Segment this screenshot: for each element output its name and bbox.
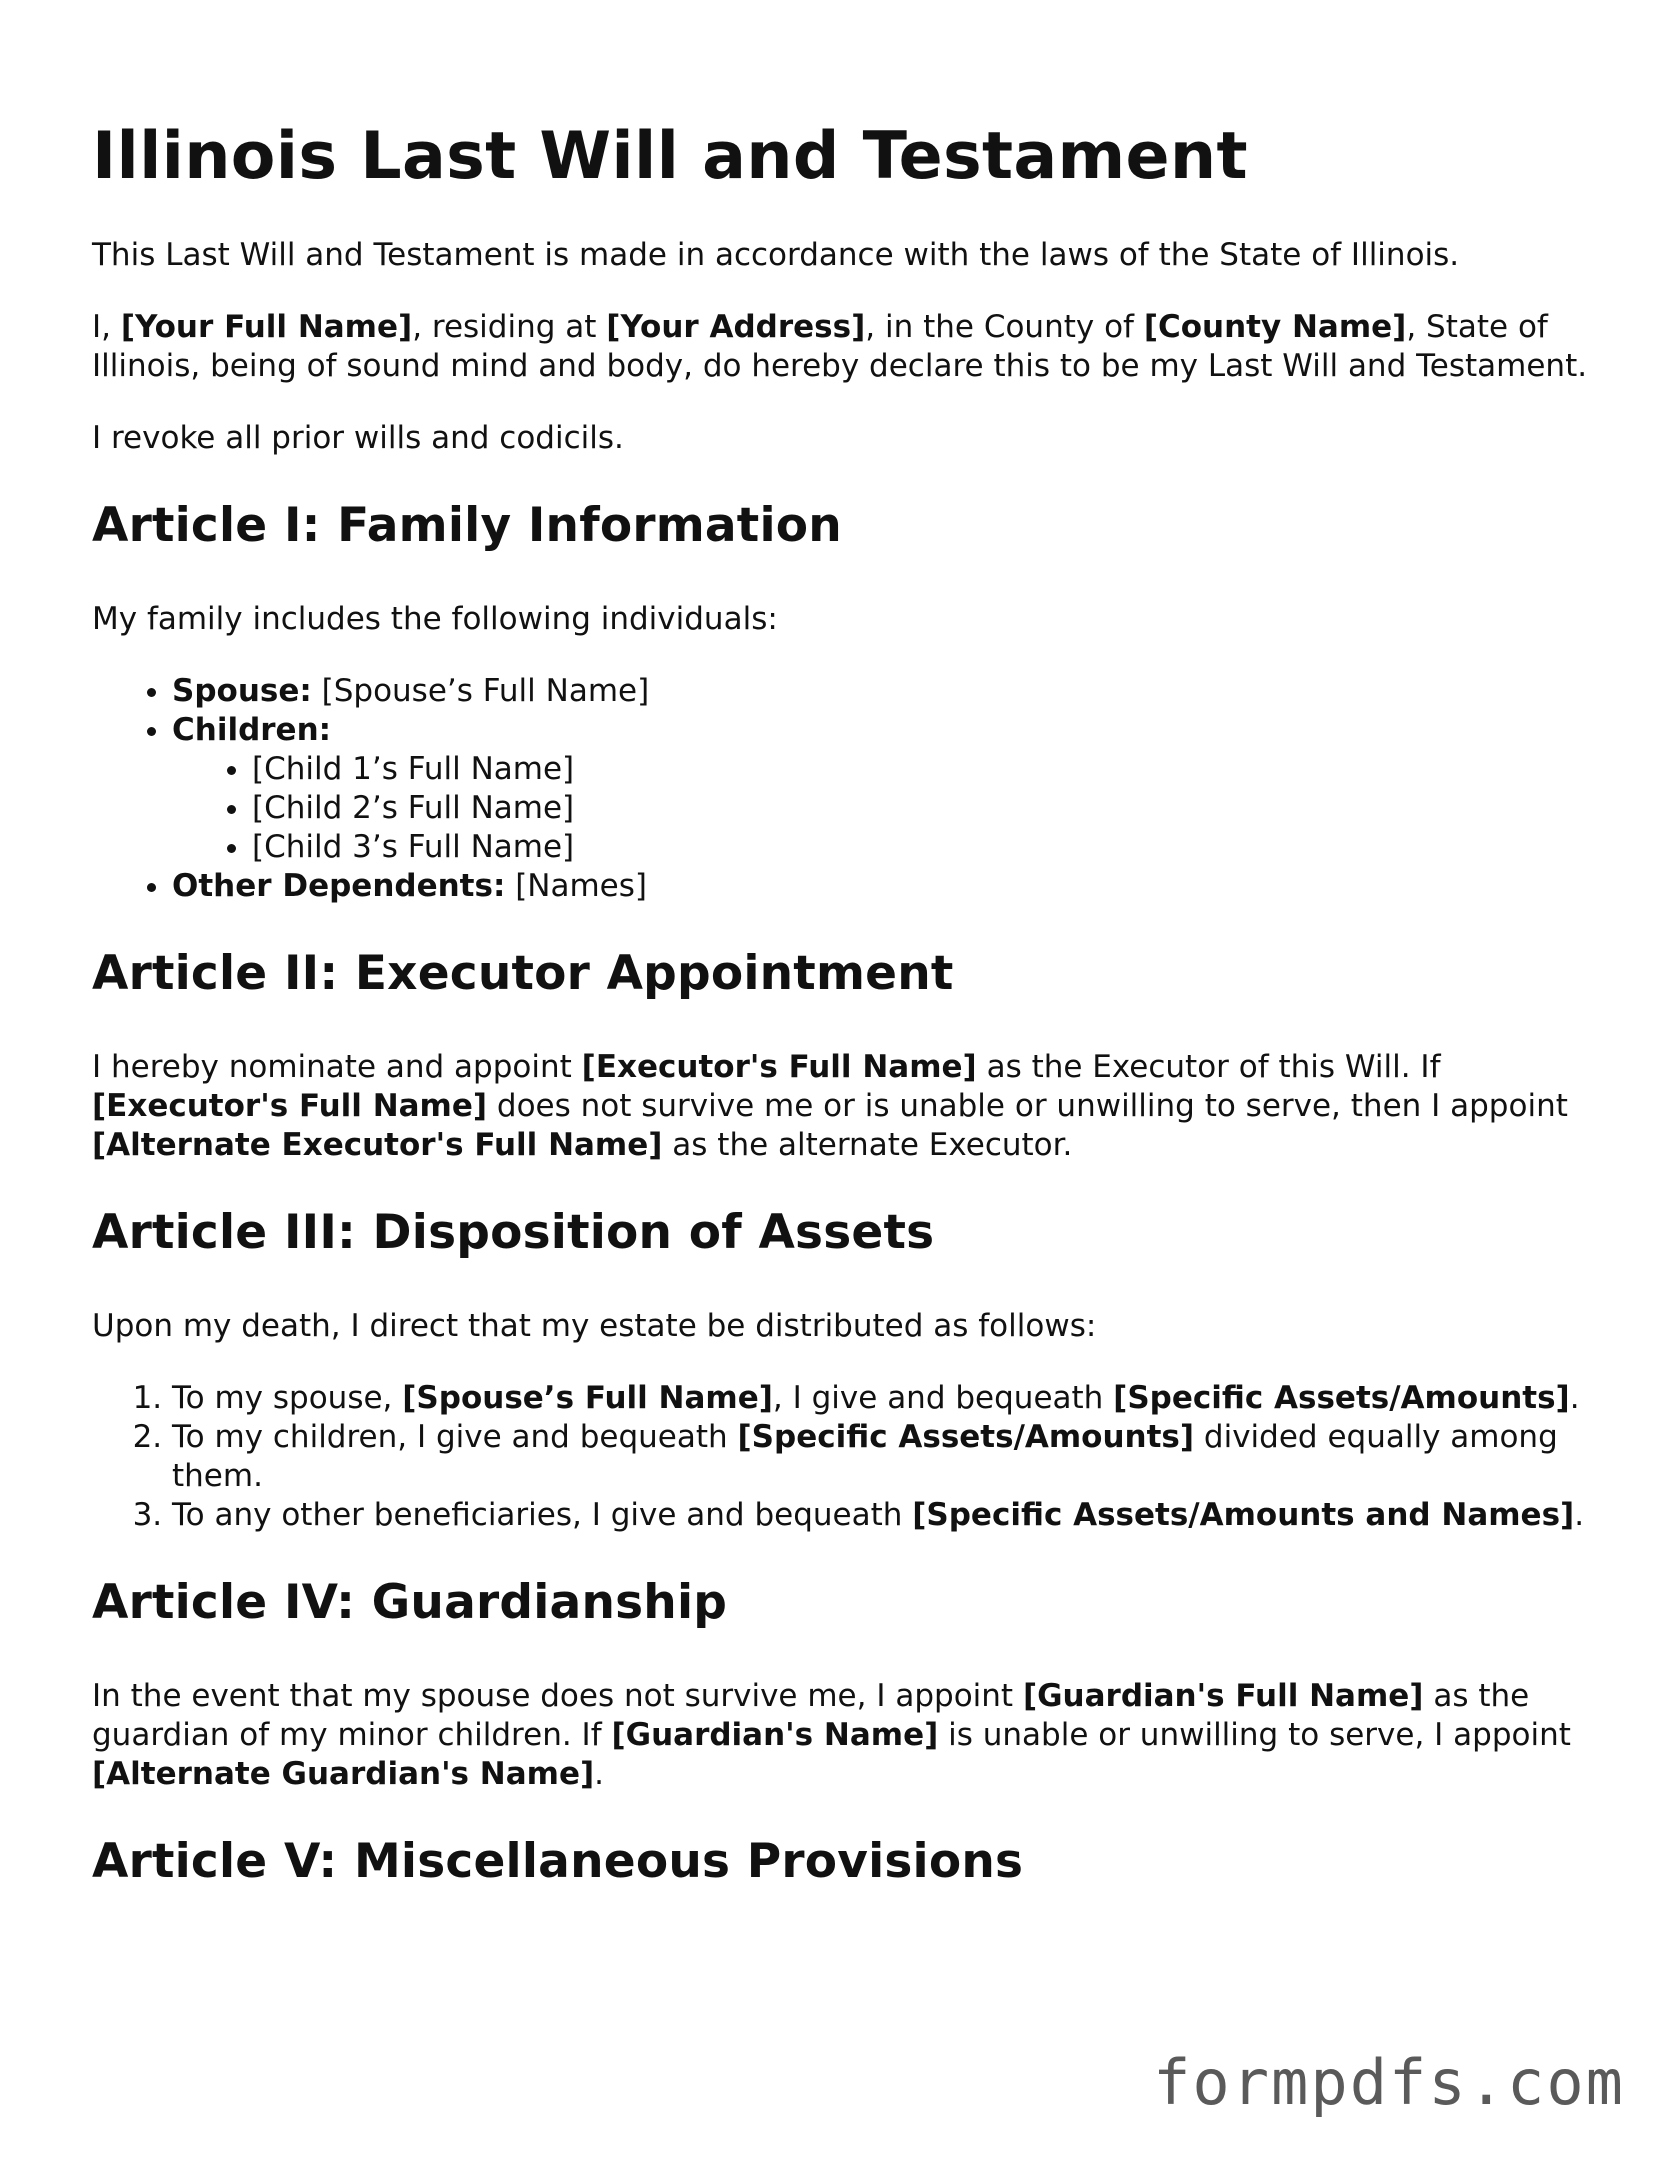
- list-item: 3. To any other beneficiaries, I give and bequeath [Specific Assets/Amounts and Names].: [172, 1496, 1592, 1535]
- list-item: 2. To my children, I give and bequeath [Specific Assets/Amounts] divided equally among them.: [172, 1418, 1592, 1496]
- placeholder-county: [County Name]: [1143, 309, 1407, 345]
- children-list: [172, 750, 1592, 867]
- list-item: • [Child 2’s Full Name]: [252, 789, 1592, 828]
- list-item: • [Child 1’s Full Name]: [252, 750, 1592, 789]
- article-2-heading: Article II: Executor Appointment: [92, 946, 954, 1001]
- article-2-paragraph: I hereby nominate and appoint [Executor's Full Name] as the Executor of this Will. If [Executor's Full Name] does not survive me or is unable or unwilling to serve, then I appoint [Alternate Executor's Full Name] as the alternate Executor.: [92, 1049, 1568, 1163]
- list-item-spouse: • Spouse: [Spouse’s Full Name]: [172, 672, 1592, 711]
- article-3-lead: Upon my death, I direct that my estate be distributed as follows:: [92, 1308, 1097, 1344]
- article-4-paragraph: In the event that my spouse does not survive me, I appoint [Guardian's Full Name] as the guardian of my minor children. If [Guardian's Name] is unable or unwilling to serve, I appoint [Alternate Guardian's Name].: [92, 1678, 1571, 1792]
- assets-list: [92, 1379, 1592, 1535]
- list-item: 1. To my spouse, [Spouse’s Full Name], I give and bequeath [Specific Assets/Amounts].: [172, 1379, 1592, 1418]
- intro-paragraph: This Last Will and Testament is made in accordance with the laws of the State of Illinois.: [92, 237, 1460, 273]
- list-item-other-dependents: • Other Dependents: [Names]: [172, 867, 1592, 906]
- article-4-heading: Article IV: Guardianship: [92, 1575, 728, 1630]
- document-page: [92, 0, 1592, 1890]
- article-3-heading: Article III: Disposition of Assets: [92, 1205, 935, 1260]
- list-item: • [Child 3’s Full Name]: [252, 828, 1592, 867]
- list-item-children: • Children: • [Child 1’s Full Name] • [Child 2’s Full Name] • [Child 3’s Full Name]: [172, 711, 1592, 867]
- article-5-heading: Article V: Miscellaneous Provisions: [92, 1834, 1024, 1889]
- document-title: Illinois Last Will and Testament: [92, 119, 1248, 194]
- placeholder-full-name: [Your Full Name]: [120, 309, 413, 345]
- revoke-paragraph: I revoke all prior wills and codicils.: [92, 420, 624, 456]
- placeholder-address: [Your Address]: [606, 309, 866, 345]
- family-list: [92, 672, 1592, 906]
- article-1-lead: My family includes the following individuals:: [92, 601, 778, 637]
- article-1-heading: Article I: Family Information: [92, 498, 842, 553]
- watermark: formpdfs.com: [1153, 2046, 1625, 2119]
- declaration-paragraph: I, [Your Full Name], residing at [Your Address], in the County of [County Name], State of Illinois, being of sound mind and body, do hereby declare this to be my Last Will and Testament.: [92, 309, 1588, 384]
